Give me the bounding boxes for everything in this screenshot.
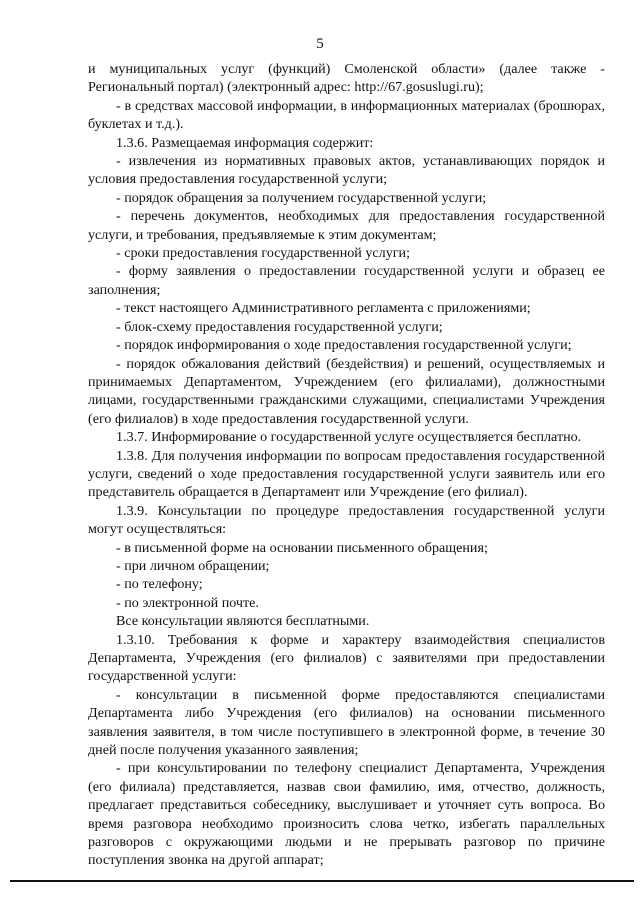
paragraph: - блок-схему предоставления государственной услуги; (116, 318, 443, 335)
paragraph: - по электронной почте. (116, 594, 259, 611)
paragraph: - сроки предоставления государственной услуги; (116, 245, 410, 262)
document-body (88, 60, 605, 870)
paragraph: - извлечения из нормативных правовых актов, устанавливающих порядок и условия предоставления государственной услуги; (88, 153, 605, 188)
paragraph: 1.3.6. Размещаемая информация содержит: (116, 134, 374, 151)
paragraph: - в средствах массовой информации, в информационных материалах (брошюрах, буклетах и т.д.). (88, 97, 605, 133)
paragraph: и муниципальных услуг (функций) Смоленской области» (далее также - Региональный портал) (электронный адрес: http://67.gosuslugi.ru); (88, 61, 605, 96)
paragraph: - порядок обращения за получением государственной услуги; (116, 189, 487, 206)
paragraph: - форму заявления о предоставлении государственной услуги и образец ее заполнения; (88, 263, 605, 298)
paragraph: 1.3.10. Требования к форме и характеру взаимодействия специалистов Департамента, Учреждения (его филиалов) с заявителями при предоставлении государственной услуги: (88, 631, 605, 685)
paragraph: - консультации в письменной форме предоставляются специалистами Департамента либо Учреждения (его филиалов) на основании письменного заявления заявителя, в том числе поступившего в электронной форме, в течение 30 дней после получения указанного заявления; (88, 686, 605, 759)
paragraph: - при личном обращении; (116, 557, 270, 574)
paragraph: - порядок информирования о ходе предоставления государственной услуги; (116, 337, 572, 354)
paragraph: - текст настоящего Административного регламента с приложениями; (116, 300, 531, 317)
paragraph: - по телефону; (116, 576, 203, 593)
page-number: 5 (316, 36, 324, 52)
paragraph: Все консультации являются бесплатными. (116, 613, 370, 630)
paragraph: - при консультировании по телефону специалист Департамента, Учреждения (его филиала) представляется, назвав свои фамилию, имя, отчество, должность, предлагает представиться собеседнику, выслушивает и уточняет суть вопроса. Во время разговора необходимо произносить слова четко, избегать параллельных разговоров с окружающими людьми и не прерывать разговор по причине поступления звонка на другой аппарат; (88, 760, 605, 869)
paragraph: 1.3.8. Для получения информации по вопросам предоставления государственной услуги, сведений о ходе предоставления государственной услуги заявитель или его представитель обращается в Департамент или Учреждение (его филиал). (88, 447, 605, 501)
paragraph: 1.3.9. Консультации по процедуре предоставления государственной услуги могут осуществляться: (88, 502, 605, 538)
paragraph: 1.3.7. Информирование о государственной услуге осуществляется бесплатно. (116, 429, 582, 446)
paragraph: - порядок обжалования действий (бездействия) и решений, осуществляемых и принимаемых Департаментом, Учреждением (его филиалами), должностными лицами, государственными гражданскими служащими, специалистами Учреждения (его филиалов) в ходе предоставления государственной услуги. (88, 355, 605, 427)
paragraph: - в письменной форме на основании письменного обращения; (116, 539, 488, 556)
paragraph: - перечень документов, необходимых для предоставления государственной услуги, и требования, предъявляемые к этим документам; (88, 208, 605, 243)
page-bottom-rule (10, 880, 634, 882)
